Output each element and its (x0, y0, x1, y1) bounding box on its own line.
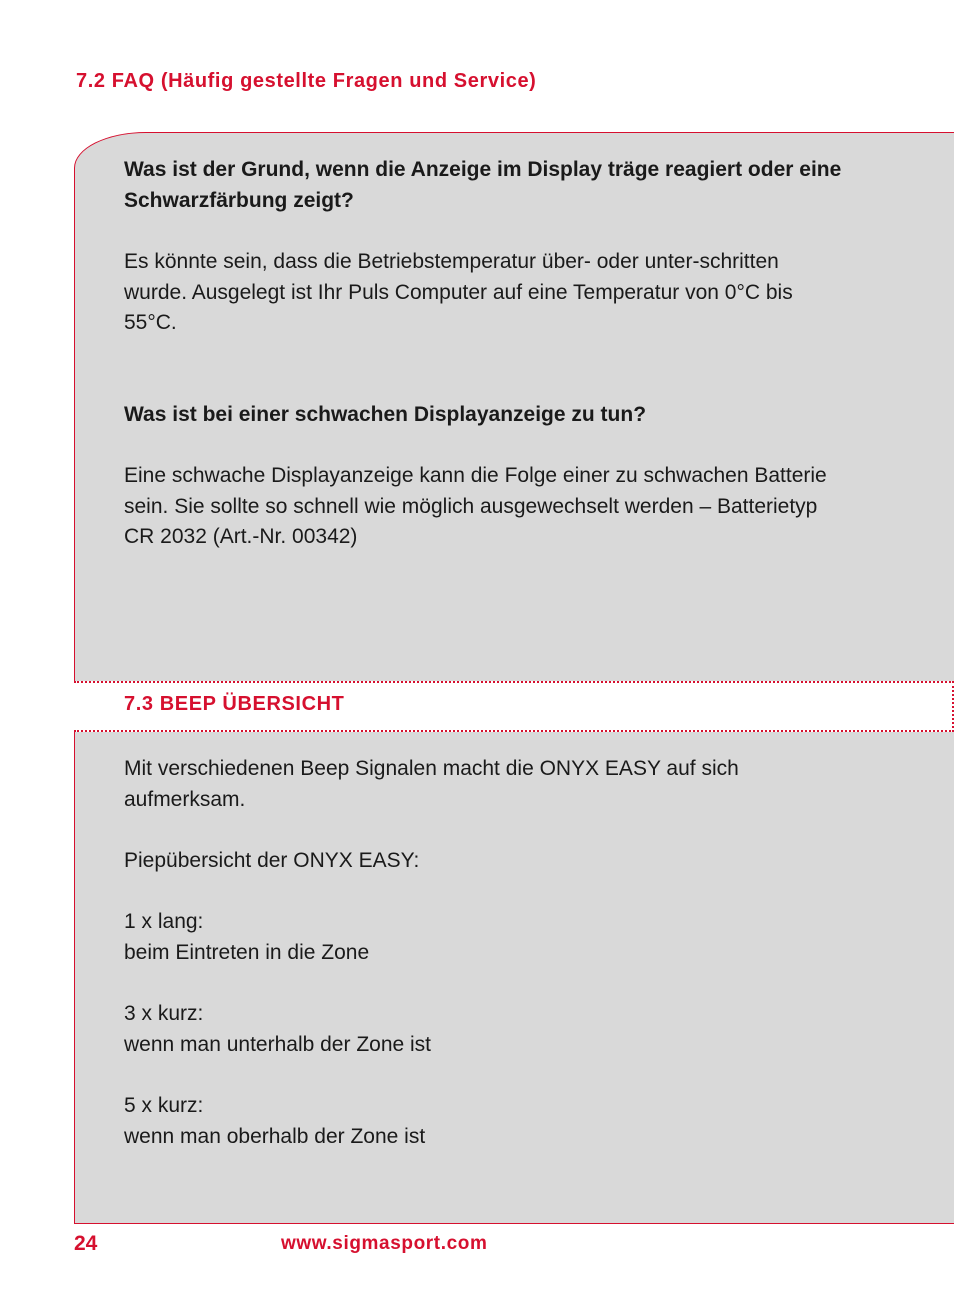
beep-overview-label: Piepübersicht der ONYX EASY: (124, 849, 420, 872)
beep-heading: 7.3 BEEP ÜBERSICHT (124, 693, 345, 715)
beep-signal-2-meaning: wenn man unterhalb der Zone ist (124, 1032, 432, 1056)
footer-url[interactable]: www.sigmasport.com (281, 1233, 488, 1254)
beep-signal-3-meaning: wenn man oberhalb der Zone ist (124, 1124, 426, 1148)
beep-signal-2-type: 3 x kurz: (124, 1002, 204, 1025)
faq-question-1: Was ist der Grund, wenn die Anzeige im Display träge reagiert oder eine Schwarzfärbung zeigt? (124, 158, 842, 212)
beep-signal-3-type: 5 x kurz: (124, 1094, 204, 1117)
beep-signal-1-meaning: beim Eintreten in die Zone (124, 940, 370, 964)
beep-intro: Mit verschiedenen Beep Signalen macht die ONYX EASY auf sich aufmerksam. (124, 757, 739, 811)
faq-question-2: Was ist bei einer schwachen Displayanzeige zu tun? (124, 403, 647, 426)
beep-signal-1-type: 1 x lang: (124, 910, 204, 933)
faq-heading: 7.2 FAQ (Häufig gestellte Fragen und Service) (76, 70, 537, 92)
faq-answer-2: Eine schwache Displayanzeige kann die Folge einer zu schwachen Batterie sein. Sie sollte so schnell wie möglich ausgewechselt werden – Batterietyp CR 2032 (Art.-Nr. 00342) (124, 464, 827, 548)
beep-signal-3 (124, 1091, 844, 1152)
page-number: 24 (74, 1232, 98, 1255)
faq-answer-1: Es könnte sein, dass die Betriebstemperatur über- oder unter-schritten wurde. Ausgelegt ist Ihr Puls Computer auf eine Temperatur von 0°C bis 55°C. (124, 250, 793, 334)
beep-signal-2 (124, 999, 844, 1060)
beep-signal-1 (124, 907, 844, 968)
